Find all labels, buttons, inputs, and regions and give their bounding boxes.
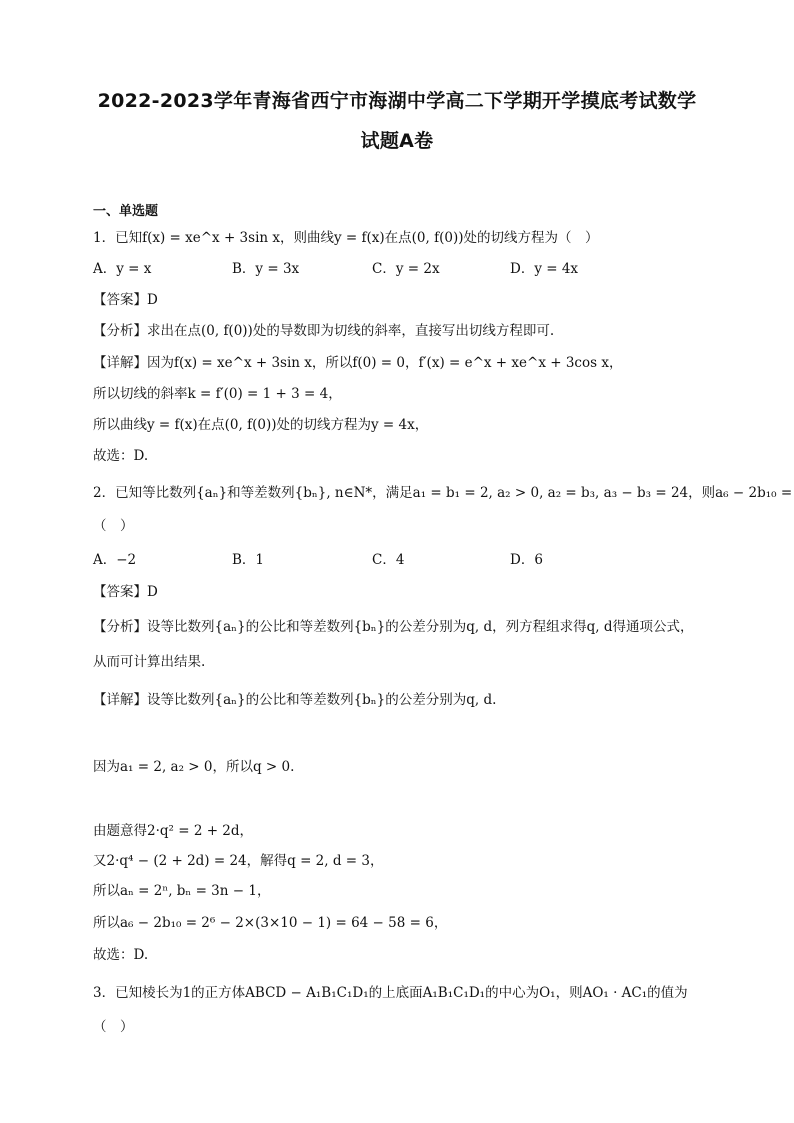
section-heading: 一、单选题 [93, 204, 159, 219]
q2-detail-3: 由题意得2·q² = 2 + 2d， [93, 823, 254, 839]
q1-answer: 【答案】D [93, 292, 158, 308]
q1-option-d: D．y = 4x [510, 261, 579, 277]
q2-analysis-2: 从而可计算出结果. [93, 654, 206, 670]
q3-stem-paren: （ ） [93, 1019, 134, 1035]
q1-detail-3: 所以曲线y = f(x)在点(0, f(0))处的切线方程为y = 4x， [93, 417, 429, 433]
document-title-line-2: 试题A卷 [360, 130, 434, 152]
q1-stem: 1．已知f(x) = xe^x + 3sin x，则曲线y = f(x)在点(0, f(0))处的切线方程为（ ） [93, 230, 599, 246]
q2-option-a: A．−2 [93, 552, 137, 568]
q1-detail-2: 所以切线的斜率k = f′(0) = 1 + 3 = 4， [93, 386, 342, 402]
q2-option-c: C．4 [372, 552, 405, 568]
q2-answer: 【答案】D [93, 584, 158, 600]
q2-option-b: B．1 [232, 552, 265, 568]
q2-detail-4: 又2·q⁴ − (2 + 2d) = 24，解得q = 2, d = 3， [93, 853, 384, 869]
q1-choice: 故选：D. [93, 448, 149, 464]
q2-choice: 故选：D. [93, 947, 149, 963]
q2-detail-5: 所以aₙ = 2ⁿ, bₙ = 3n − 1， [93, 883, 271, 899]
q2-detail-1: 【详解】设等比数列{aₙ}的公比和等差数列{bₙ}的公差分别为q, d. [93, 692, 497, 708]
q2-stem-paren: （ ） [93, 518, 134, 534]
q1-option-a: A．y = x [93, 261, 152, 277]
q2-detail-6: 所以a₆ − 2b₁₀ = 2⁶ − 2×(3×10 − 1) = 64 − 58 = 6， [93, 915, 448, 931]
q2-option-d: D．6 [510, 552, 543, 568]
document-title-line-1: 2022-2023学年青海省西宁市海湖中学高二下学期开学摸底考试数学 [97, 90, 697, 112]
q1-option-c: C．y = 2x [372, 261, 440, 277]
q2-stem: 2．已知等比数列{aₙ}和等差数列{bₙ}, n∈N*，满足a₁ = b₁ = 2, a₂ > 0, a₂ = b₃, a₃ − b₃ = 24，则a₆ − 2b₁₀ = [93, 485, 793, 501]
q3-stem: 3．已知棱长为1的正方体ABCD − A₁B₁C₁D₁的上底面A₁B₁C₁D₁的中心为O₁，则AO₁ · AC₁的值为 [93, 985, 688, 1001]
q1-analysis: 【分析】求出在点(0, f(0))处的导数即为切线的斜率，直接写出切线方程即可. [93, 323, 555, 339]
q2-analysis-1: 【分析】设等比数列{aₙ}的公比和等差数列{bₙ}的公差分别为q, d，列方程组求得q, d得通项公式， [93, 619, 694, 635]
q1-detail-1: 【详解】因为f(x) = xe^x + 3sin x，所以f(0) = 0，f′(x) = e^x + xe^x + 3cos x， [93, 355, 623, 371]
q1-option-b: B．y = 3x [232, 261, 300, 277]
q2-detail-2: 因为a₁ = 2, a₂ > 0，所以q > 0. [93, 759, 295, 775]
